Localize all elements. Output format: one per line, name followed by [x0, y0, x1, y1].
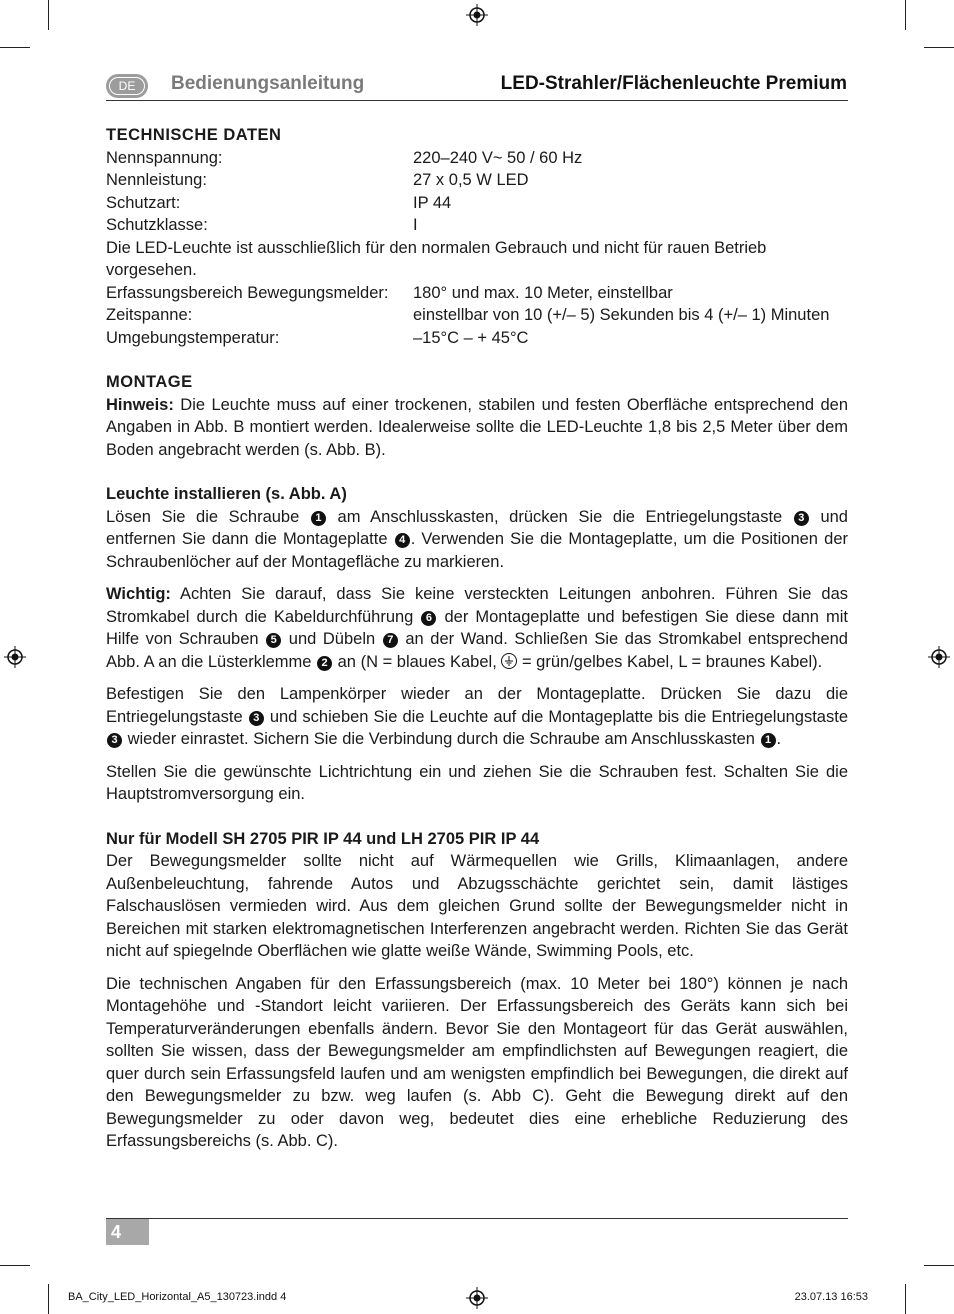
spec-row [106, 282, 848, 305]
spec-label: Zeitspanne: [106, 306, 193, 324]
registration-mark-icon [4, 646, 26, 668]
spec-row [106, 214, 848, 237]
header-product-title: LED-Strahler/Flächenleuchte Premium [500, 73, 847, 94]
header-manual-title: Bedienungsanleitung [171, 73, 365, 94]
spec-row [106, 327, 848, 350]
print-slug-date: 23.07.13 16:53 [794, 1291, 868, 1303]
ground-symbol-icon [501, 653, 517, 669]
important-label: Wichtig: [106, 585, 171, 603]
pir-paragraph-1: Der Bewegungsmelder sollte nicht auf Wärmequellen wie Grills, Klimaanlagen, andere Außenbeleuchtung, fahrende Autos und Abzugsschächte gerichtet sein, damit lästiges Falschauslösen vermieden wird. Aus dem gleichen Grund sollte der Bewegungsmelder nicht in Bereichen mit starken elektromagnetischen Interferenzen angebracht werden. Richten Sie das Gerät nicht auf spiegelnde Oberflächen wie glatte weiße Wände, Swimming Pools, etc. [106, 852, 848, 960]
crop-mark [0, 1265, 30, 1266]
callout-number-icon: 4 [395, 533, 410, 548]
section-heading-technical-data: TECHNISCHE DATEN [106, 126, 282, 144]
text-run: wieder einrastet. Sichern Sie die Verbindung durch die Schraube am Anschlusskasten [123, 730, 760, 748]
print-slug-file: BA_City_LED_Horizontal_A5_130723.indd 4 [68, 1291, 287, 1303]
text-run: = grün/gelbes Kabel, L = braunes Kabel). [517, 652, 823, 671]
crop-mark [0, 47, 30, 48]
crop-mark [905, 0, 906, 30]
spec-label: Erfassungsbereich Bewegungsmelder: [106, 283, 389, 302]
hint-text: Die Leuchte muss auf einer trockenen, stabilen und festen Oberfläche entsprechend den Angaben in Abb. B montiert werden. Idealerweise sollte die LED-Leuchte 1,8 bis 2,5 Meter über dem Boden angebracht werden (s. Abb. B). [106, 395, 848, 459]
callout-number-icon: 3 [107, 733, 122, 748]
crop-mark [48, 0, 49, 30]
install-paragraph-1 [106, 506, 848, 574]
page-number: 4 [106, 1219, 149, 1245]
text-run: Befestigen Sie den Lampenkörper wieder an der Montageplatte. Drücken Sie dazu die Entriegelungstaste [106, 685, 848, 726]
language-code: DE [109, 77, 145, 95]
install-paragraph-3 [106, 683, 848, 751]
callout-number-icon: 2 [317, 656, 332, 671]
callout-number-icon: 7 [383, 633, 398, 648]
spec-label: Schutzklasse: [106, 216, 208, 234]
text-run: und schieben Sie die Leuchte auf die Montageplatte bis die Entriegelungstaste [264, 707, 848, 726]
callout-number-icon: 1 [761, 733, 776, 748]
callout-number-icon: 5 [266, 633, 281, 648]
spec-label: Nennspannung: [106, 148, 223, 167]
install-heading: Leuchte installieren (s. Abb. A) [106, 485, 347, 503]
text-run: an der Wand. Schließen Sie das Stromkabel entsprechend Abb. A an die Lüsterklemme [106, 630, 848, 671]
text-run: . Verwenden Sie die Montageplatte, um die Positionen der Schraubenlöcher auf der Montagefläche zu markieren. [106, 530, 848, 571]
text-run: an (N = blaues Kabel, [333, 652, 502, 671]
footer-divider [106, 1218, 848, 1219]
text-run: . [776, 730, 782, 748]
hint-label: Hinweis: [106, 395, 174, 414]
spec-value: einstellbar von 10 (+/– 5) Sekunden bis 4 (+/– 1) Minuten [413, 306, 830, 324]
pir-model-heading: Nur für Modell SH 2705 PIR IP 44 und LH 2705 PIR IP 44 [106, 829, 540, 848]
spec-row [106, 169, 848, 192]
spec-value: –15°C – + 45°C [413, 328, 529, 347]
crop-mark [48, 1284, 49, 1314]
spec-row [106, 192, 848, 215]
spec-table [106, 147, 848, 237]
spec-label: Schutzart: [106, 193, 181, 212]
crop-mark [905, 1284, 906, 1314]
registration-mark-icon [466, 4, 488, 26]
spec-value: I [413, 216, 418, 234]
pir-paragraph-2: Die technischen Angaben für den Erfassungsbereich (max. 10 Meter bei 180°) können je nach Montagehöhe und -Standort leicht variieren. Der Erfassungsbereich des Geräts kann sich bei Temperaturveränderungen ebenfalls ändern. Bevor Sie den Montageort für das Gerät auswählen, sollten Sie wissen, dass der Bewegungsmelder am empfindlichsten auf Bewegungen reagiert, die quer durch sein Erfassungsfeld laufen und am wenigsten empfindlich bei Bewegungen, die direkt auf den Bewegungsmelder zu bzw. weg laufen (s. Abb C). Geht die Bewegung direkt auf den Bewegungsmelder zu oder davon weg, bedeutet dies eine erhebliche Reduzierung des Erfassungsbereichs (s. Abb. C). [106, 974, 848, 1150]
spec-value: 180° und max. 10 Meter, einstellbar [413, 283, 673, 302]
language-badge [106, 74, 148, 98]
section-heading-montage: MONTAGE [106, 373, 193, 391]
callout-number-icon: 3 [794, 511, 809, 526]
spec-label: Umgebungstemperatur: [106, 328, 280, 347]
spec-value: 27 x 0,5 W LED [413, 171, 529, 189]
text-run: und Dübeln [282, 630, 382, 648]
text-run: und entfernen Sie dann die Montageplatte [106, 507, 848, 548]
install-paragraph-2 [106, 583, 848, 673]
registration-mark-icon [928, 646, 950, 668]
spec-row [106, 304, 848, 327]
usage-note: Die LED-Leuchte ist ausschließlich für den normalen Gebrauch und nicht für rauen Betrieb vorgesehen. [106, 238, 767, 279]
spec-value: 220–240 V~ 50 / 60 Hz [413, 148, 583, 167]
crop-mark [924, 47, 954, 48]
header-divider [106, 100, 848, 101]
spec-value: IP 44 [413, 193, 452, 212]
registration-mark-icon [466, 1287, 488, 1309]
spec-label: Nennleistung: [106, 171, 207, 189]
page-content [106, 124, 848, 1153]
callout-number-icon: 6 [421, 611, 436, 626]
text-run: am Anschlusskasten, drücken Sie die Entriegelungstaste [326, 507, 793, 526]
callout-number-icon: 1 [311, 511, 326, 526]
spec-row [106, 147, 848, 170]
montage-hint [106, 394, 848, 462]
crop-mark [924, 1265, 954, 1266]
callout-number-icon: 3 [249, 711, 264, 726]
spec-table-2 [106, 282, 848, 350]
text-run: Lösen Sie die Schraube [106, 507, 310, 526]
text-run: Achten Sie darauf, dass Sie keine versteckten Leitungen anbohren. Führen Sie das Stromkabel durch die Kabeldurchführung [106, 585, 848, 626]
text-run: der Montageplatte und befestigen Sie diese dann mit Hilfe von Schrauben [106, 607, 848, 648]
install-paragraph-4: Stellen Sie die gewünschte Lichtrichtung ein und ziehen Sie die Schrauben fest. Schalten Sie die Hauptstromversorgung ein. [106, 762, 848, 803]
